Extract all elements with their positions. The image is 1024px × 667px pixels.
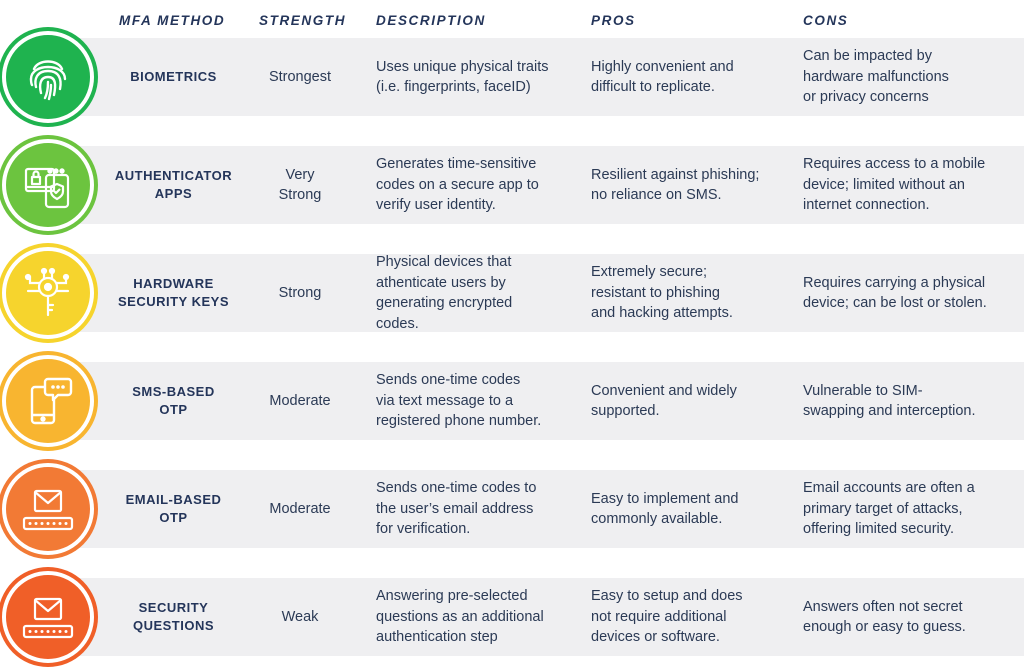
authenticator-app-icon xyxy=(2,139,94,231)
header-strength: STRENGTH xyxy=(259,13,347,28)
method-name: EMAIL-BASED OTP xyxy=(125,492,222,525)
sms-phone-icon xyxy=(2,355,94,447)
header-cons: CONS xyxy=(803,13,849,28)
strength-value: Weak xyxy=(281,609,319,625)
description-text: Generates time-sensitive codes on a secure app to verify user identity. xyxy=(376,156,539,214)
strength-value: Very Strong xyxy=(278,167,322,203)
table-row-email-otp xyxy=(0,463,1024,555)
method-name: HARDWARE SECURITY KEYS xyxy=(117,276,229,309)
pros-text: Highly convenient and difficult to replicate. xyxy=(591,58,734,95)
pros-text: Extremely secure; resistant to phishing and hacking attempts. xyxy=(591,264,733,322)
method-name: SMS-BASED OTP xyxy=(132,384,215,417)
strength-value: Moderate xyxy=(269,501,331,517)
description-text: Sends one-time codes via text message to a registered phone number. xyxy=(376,372,542,430)
security-key-icon xyxy=(2,247,94,339)
strength-value: Strongest xyxy=(268,69,332,85)
security-questions-icon xyxy=(2,571,94,663)
description-text: Answering pre-selected questions as an additional authentication step xyxy=(376,588,544,646)
table-row-hardware-keys xyxy=(0,247,1024,339)
header-method: MFA METHOD xyxy=(119,13,226,28)
strength-value: Strong xyxy=(278,285,322,301)
table-row-security-questions xyxy=(0,571,1024,663)
fingerprint-icon xyxy=(2,31,94,123)
method-name: AUTHENTICATOR APPS xyxy=(114,168,233,201)
description-text: Uses unique physical traits (i.e. fingerprints, faceID) xyxy=(376,58,549,95)
strength-value: Moderate xyxy=(269,393,331,409)
method-name: BIOMETRICS xyxy=(130,69,217,84)
description-text: Physical devices that athenticate users by generating encrypted codes. xyxy=(376,254,513,332)
pros-text: Easy to implement and commonly available. xyxy=(591,490,739,527)
pros-text: Resilient against phishing; no reliance on SMS. xyxy=(591,166,760,203)
table-header xyxy=(0,13,1024,33)
cons-text: Requires access to a mobile device; limited without an internet connection. xyxy=(803,156,986,214)
cons-text: Can be impacted by hardware malfunctions or privacy concerns xyxy=(803,48,949,106)
cons-text: Email accounts are often a primary target of attacks, offering limited security. xyxy=(803,480,975,538)
cons-text: Vulnerable to SIM- swapping and interception. xyxy=(803,382,976,419)
description-text: Sends one-time codes to the user’s email address for verification. xyxy=(376,480,537,538)
cons-text: Requires carrying a physical device; can be lost or stolen. xyxy=(803,274,987,311)
pros-text: Convenient and widely supported. xyxy=(591,382,737,419)
email-otp-icon xyxy=(2,463,94,555)
method-name: SECURITY QUESTIONS xyxy=(132,600,215,633)
header-description: DESCRIPTION xyxy=(376,13,486,28)
table-row-biometrics xyxy=(0,31,1024,123)
header-pros: PROS xyxy=(591,13,636,28)
cons-text: Answers often not secret enough or easy to guess. xyxy=(803,598,966,635)
pros-text: Easy to setup and does not require additional devices or software. xyxy=(591,588,743,646)
table-row-sms-otp xyxy=(0,355,1024,447)
table-row-authenticator-apps xyxy=(0,139,1024,231)
